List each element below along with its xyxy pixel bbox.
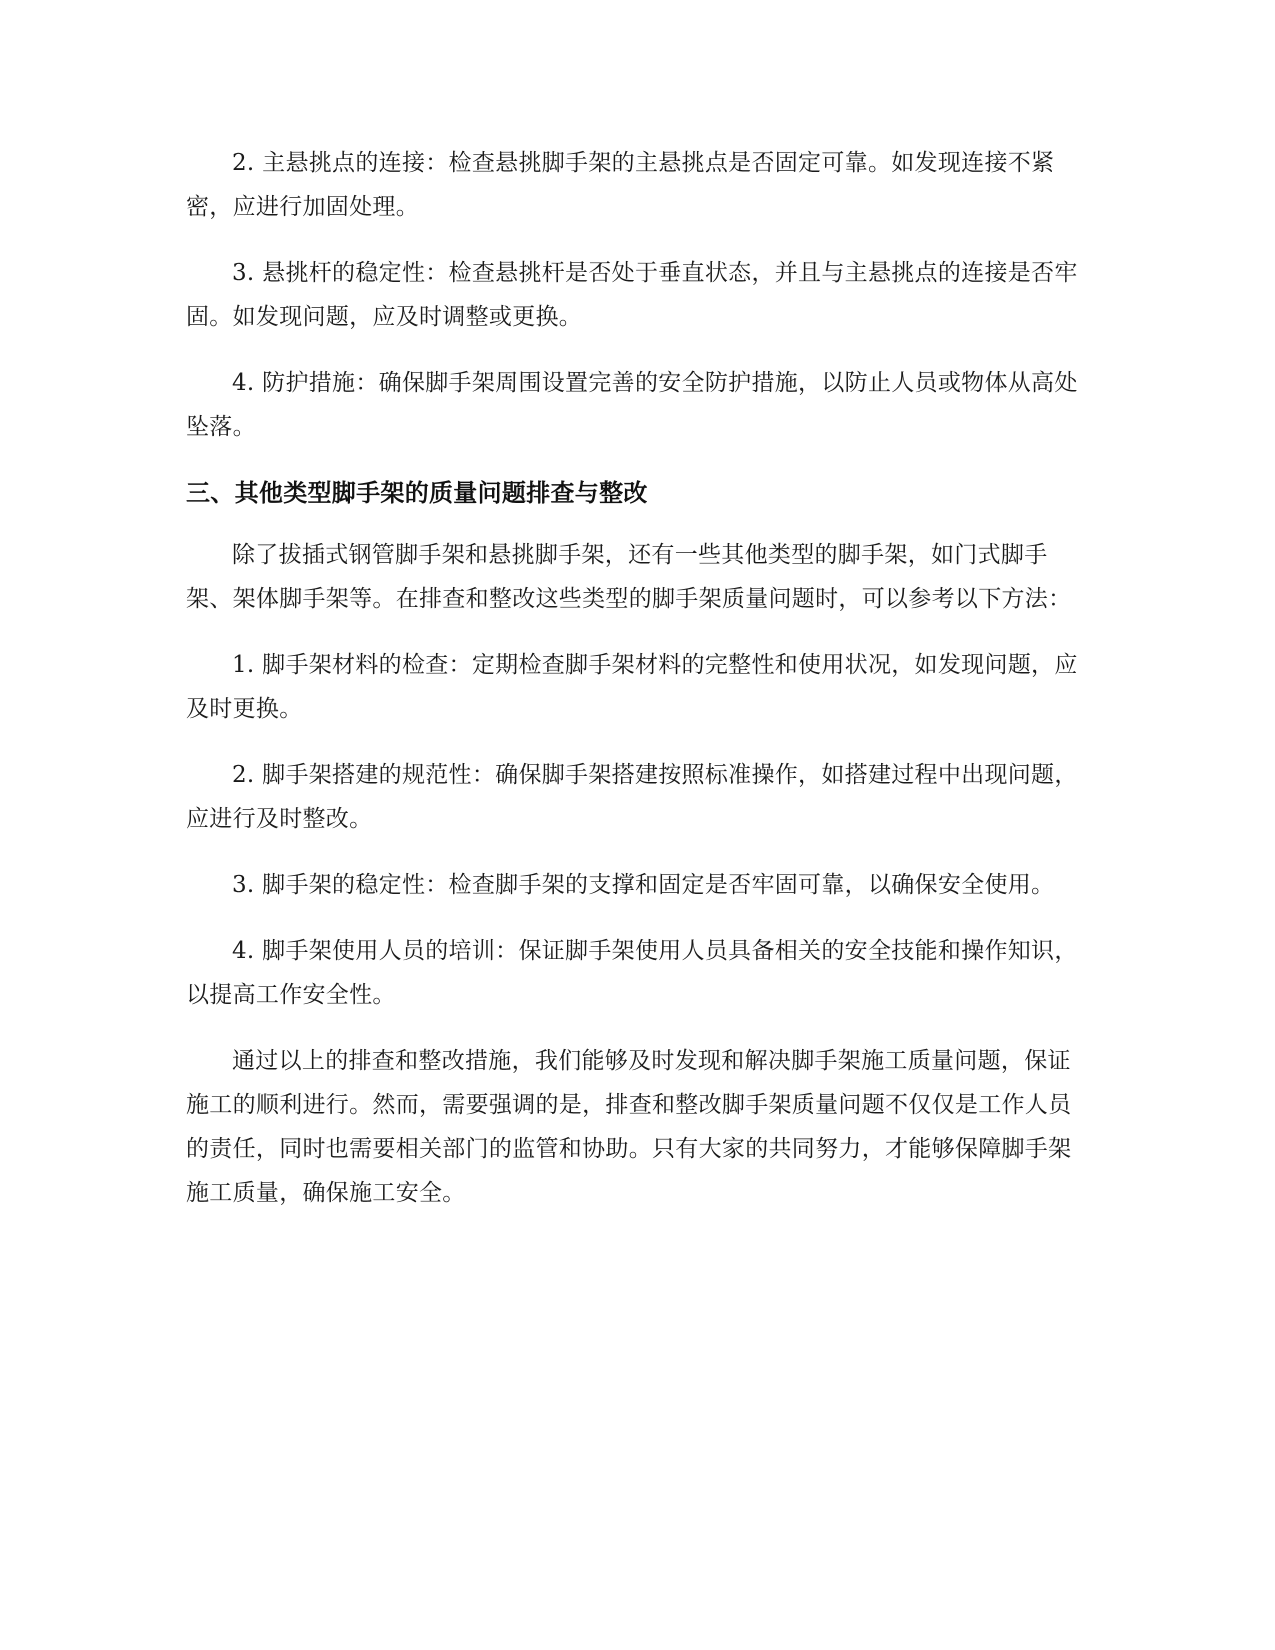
list-item: 3. 悬挑杆的稳定性：检查悬挑杆是否处于垂直状态，并且与主悬挑点的连接是否牢固。如发现问题，应及时调整或更换。 xyxy=(186,260,1078,330)
list-item: 4. 防护措施：确保脚手架周围设置完善的安全防护措施，以防止人员或物体从高处坠落。 xyxy=(186,370,1078,440)
list-item: 2. 主悬挑点的连接：检查悬挑脚手架的主悬挑点是否固定可靠。如发现连接不紧密，应进行加固处理。 xyxy=(186,150,1055,220)
list-item: 4. 脚手架使用人员的培训：保证脚手架使用人员具备相关的安全技能和操作知识，以提高工作安全性。 xyxy=(186,938,1078,1008)
document-body xyxy=(186,141,1091,1237)
list-item: 3. 脚手架的稳定性：检查脚手架的支撑和固定是否牢固可靠，以确保安全使用。 xyxy=(232,872,1055,898)
section-heading: 三、其他类型脚手架的质量问题排查与整改 xyxy=(186,479,648,507)
conclusion-paragraph: 通过以上的排查和整改措施，我们能够及时发现和解决脚手架施工质量问题，保证施工的顺利进行。然而，需要强调的是，排查和整改脚手架质量问题不仅仅是工作人员的责任，同时也需要相关部门的监管和协助。只有大家的共同努力，才能够保障脚手架施工质量，确保施工安全。 xyxy=(186,1048,1072,1206)
list-item: 2. 脚手架搭建的规范性：确保脚手架搭建按照标准操作，如搭建过程中出现问题，应进行及时整改。 xyxy=(186,762,1078,832)
section-intro-paragraph: 除了拔插式钢管脚手架和悬挑脚手架，还有一些其他类型的脚手架，如门式脚手架、架体脚手架等。在排查和整改这些类型的脚手架质量问题时，可以参考以下方法： xyxy=(186,542,1072,612)
list-item: 1. 脚手架材料的检查：定期检查脚手架材料的完整性和使用状况，如发现问题，应及时更换。 xyxy=(186,652,1078,722)
